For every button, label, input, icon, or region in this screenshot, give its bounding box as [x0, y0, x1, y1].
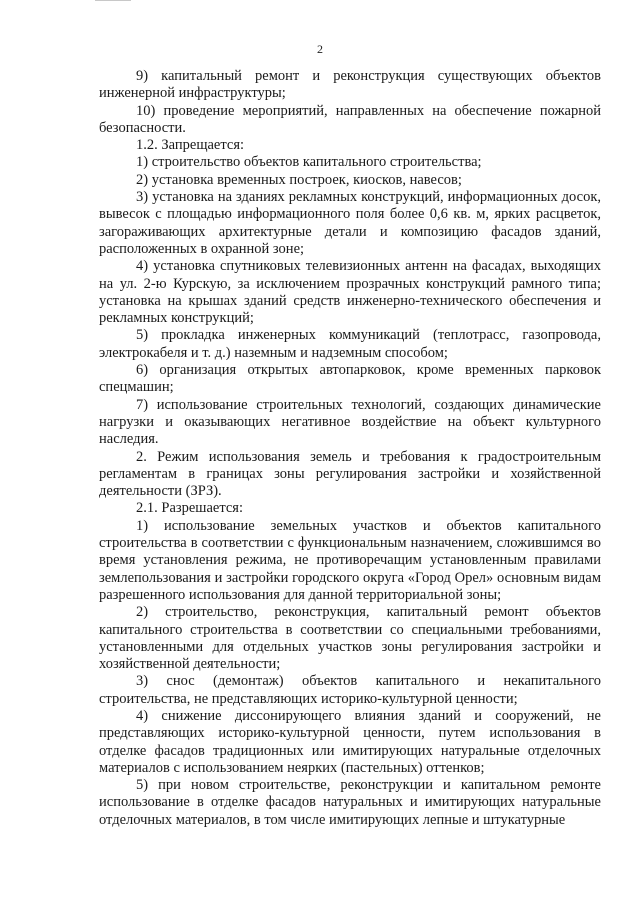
- allowed-item-2: 2) строительство, реконструкция, капитальный ремонт объектов капитального строительства в соответствии со специальными требованиями, установленными для отдельных участков зоны регулирования застройки и хозяйственной деятельности;: [99, 604, 601, 673]
- section-heading-2-1: 2.1. Разрешается:: [136, 500, 243, 517]
- scan-edge-mark: [95, 0, 131, 1]
- section-heading-1-2: 1.2. Запрещается:: [136, 137, 245, 154]
- prohibited-item-5: 5) прокладка инженерных коммуникаций (теплотрасс, газопровода, электрокабеля и т. д.) наземным и надземным способом;: [99, 327, 601, 361]
- allowed-item-3: 3) снос (демонтаж) объектов капитального и некапитального строительства, не представляющих историко-культурной ценности;: [99, 673, 601, 707]
- prohibited-item-1: 1) строительство объектов капитального строительства;: [136, 154, 482, 171]
- page-number: 2: [317, 42, 323, 56]
- section-heading-2: 2. Режим использования земель и требования к градостроительным регламентам в границах зоны регулирования застройки и хозяйственной деятельности (ЗРЗ).: [99, 448, 601, 500]
- prohibited-item-4: 4) установка спутниковых телевизионных антенн на фасадах, выходящих на ул. 2-ю Курскую, за исключением прозрачных конструкций рамного типа; установка на крышах зданий средств инженерно-технического обеспечения и рекламных конструкций;: [99, 258, 601, 327]
- prohibited-item-3: 3) установка на зданиях рекламных конструкций, информационных досок, вывесок с площадью информационного поля более 0,6 кв. м, ярких расцветок, загораживающих архитектурные детали и композицию фасадов зданий, расположенных в охранной зоне;: [99, 189, 601, 257]
- allowed-item-4: 4) снижение диссонирующего влияния зданий и сооружений, не представляющих историко-культурной ценности, путем использования в отделке фасадов традиционных или имитирующих натуральные отделочных материалов с использованием неярких (пастельных) оттенков;: [99, 707, 601, 776]
- prohibited-item-7: 7) использование строительных технологий, создающих динамические нагрузки и оказывающих негативное воздействие на объект культурного наследия.: [99, 396, 601, 448]
- prohibited-item-6: 6) организация открытых автопарковок, кроме временных парковок спецмашин;: [99, 362, 601, 396]
- allowed-item-1: 1) использование земельных участков и объектов капитального строительства в соответствии с функциональным назначением, сложившимся во время установления режима, не противоречащим установленным правилами землепользования и застройки городского округа «Город Орел» основным видам разрешенного использования для данной территориальной зоны;: [99, 517, 601, 603]
- document-body: [99, 68, 601, 829]
- prohibited-item-2: 2) установка временных построек, киосков, навесов;: [136, 171, 462, 188]
- paragraph-item-10: 10) проведение мероприятий, направленных на обеспечение пожарной безопасности.: [99, 102, 601, 136]
- paragraph-item-9: 9) капитальный ремонт и реконструкция существующих объектов инженерной инфраструктуры;: [99, 68, 601, 102]
- allowed-item-5: 5) при новом строительстве, реконструкции и капитальном ремонте использование в отделке фасадов натуральных и имитирующих натуральные отделочных материалов, в том числе имитирующих лепные и штукатурные: [99, 777, 601, 828]
